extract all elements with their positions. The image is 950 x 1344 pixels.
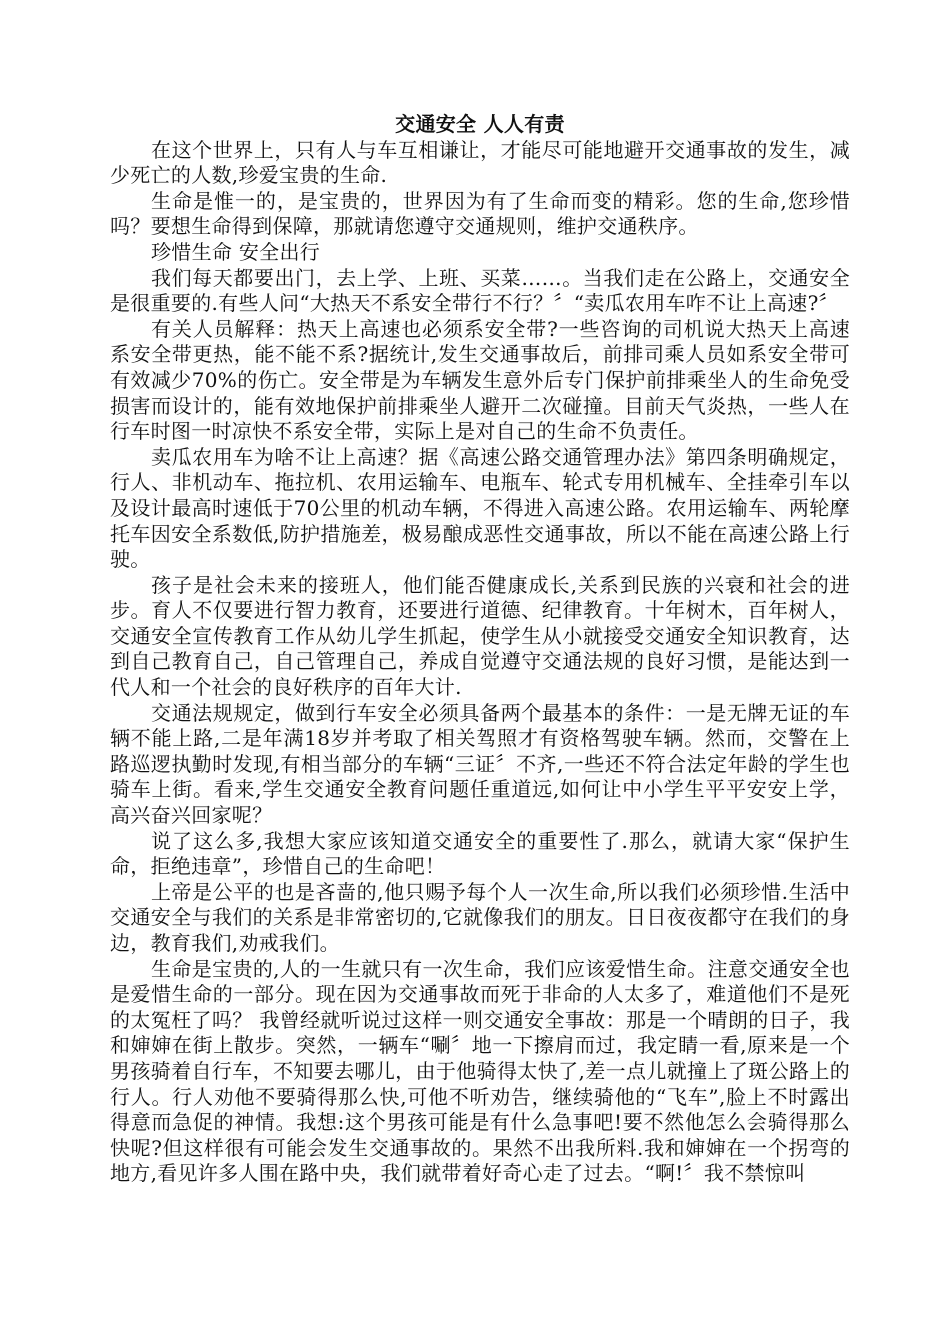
paragraph-traffic-law: 交通法规规定，做到行车安全必须具备两个最基本的条件：一是无牌无证的车辆不能上路,二是年满18岁并考取了相关驾照才有资格驾驶车辆。然而，交警在上路巡逻执勤时发现,有相当部分的车辆“三证〞不齐,一些还不符合法定年龄的学生也骑车上街。看来,学生交通安全教育问题任重道远,如何让中小学生平平安安上学，高兴奋兴回家呢？	[110, 700, 850, 828]
paragraph-story: 生命是宝贵的,人的一生就只有一次生命，我们应该爱惜生命。注意交通安全也是爱惜生命的一部分。现在因为交通事故而死于非命的人太多了，难道他们不是死的太冤枉了吗？ 我曾经就听说过这样一则交通安全事故：那是一个晴朗的日子，我和婶婶在街上散步。突然，一辆车“唰〞地一下擦肩而过，我定睛一看,原来是一个男孩骑着自行车，不知要去哪儿，由于他骑得太快了,差一点儿就撞上了斑公路上的行人。行人劝他不要骑得那么快,可他不听劝告，继续骑他的“飞车”,脸上不时露出得意而急促的神情。我想:这个男孩可能是有什么急事吧!要不然他怎么会骑得那么快呢?但这样很有可能会发生交通事故的。果然不出我所料.我和婶婶在一个拐弯的地方,看见许多人围在路中央，我们就带着好奇心走了过去。“啊!〞我不禁惊叫	[110, 956, 850, 1186]
paragraph-children-education: 孩子是社会未来的接班人，他们能否健康成长,关系到民族的兴衰和社会的进步。育人不仅要进行智力教育，还要进行道德、纪律教育。十年树木，百年树人，交通安全宣传教育工作从幼儿学生抓起，使学生从小就接受交通安全知识教育，达到自己教育自己，自己管理自己，养成自觉遵守交通法规的良好习惯，是能达到一代人和一个社会的良好秩序的百年大计.	[110, 572, 850, 700]
paragraph-daily-travel: 我们每天都要出门，去上学、上班、买菜……。当我们走在公路上，交通安全是很重要的.有些人问“大热天不系安全带行不行？〞“卖瓜农用车咋不让上高速?〞	[110, 265, 850, 316]
section-heading: 珍惜生命 安全出行	[151, 239, 321, 264]
paragraph-life-precious: 生命是惟一的，是宝贵的，世界因为有了生命而变的精彩。您的生命,您珍惜吗？要想生命得到保障，那就请您遵守交通规则，维护交通秩序。	[110, 188, 850, 239]
paragraph-farm-vehicle: 卖瓜农用车为啥不让上高速？据《高速公路交通管理办法》第四条明确规定，行人、非机动车、拖拉机、农用运输车、电瓶车、轮式专用机械车、全挂牵引车以及设计最高时速低于70公里的机动车辆，不得进入高速公路。农用运输车、两轮摩托车因安全系数低,防护措施差，极易酿成恶性交通事故，所以不能在高速公路上行驶。	[110, 444, 850, 572]
paragraph-conclusion: 说了这么多,我想大家应该知道交通安全的重要性了.那么，就请大家“保护生命，拒绝违章”，珍惜自己的生命吧！	[110, 828, 850, 879]
paragraph-seat-belt: 有关人员解释：热天上高速也必须系安全带?一些咨询的司机说大热天上高速系安全带更热，能不能不系?据统计,发生交通事故后，前排司乘人员如系安全带可有效减少70%的伤亡。安全带是为车辆发生意外后专门保护前排乘坐人的生命免受损害而设计的，能有效地保护前排乘坐人避开二次碰撞。目前天气炎热，一些人在行车时图一时凉快不系安全带，实际上是对自己的生命不负责任。	[110, 316, 850, 444]
paragraph-intro: 在这个世界上，只有人与车互相谦让，才能尽可能地避开交通事故的发生，减少死亡的人数,珍爱宝贵的生命.	[110, 137, 850, 188]
document-title: 交通安全 人人有责	[395, 112, 565, 136]
document-page	[110, 112, 850, 1187]
paragraph-one-life: 上帝是公平的也是吝啬的,他只赐予每个人一次生命,所以我们必须珍惜.生活中交通安全与我们的关系是非常密切的,它就像我们的朋友。日日夜夜都守在我们的身边，教育我们,劝戒我们。	[110, 879, 850, 955]
